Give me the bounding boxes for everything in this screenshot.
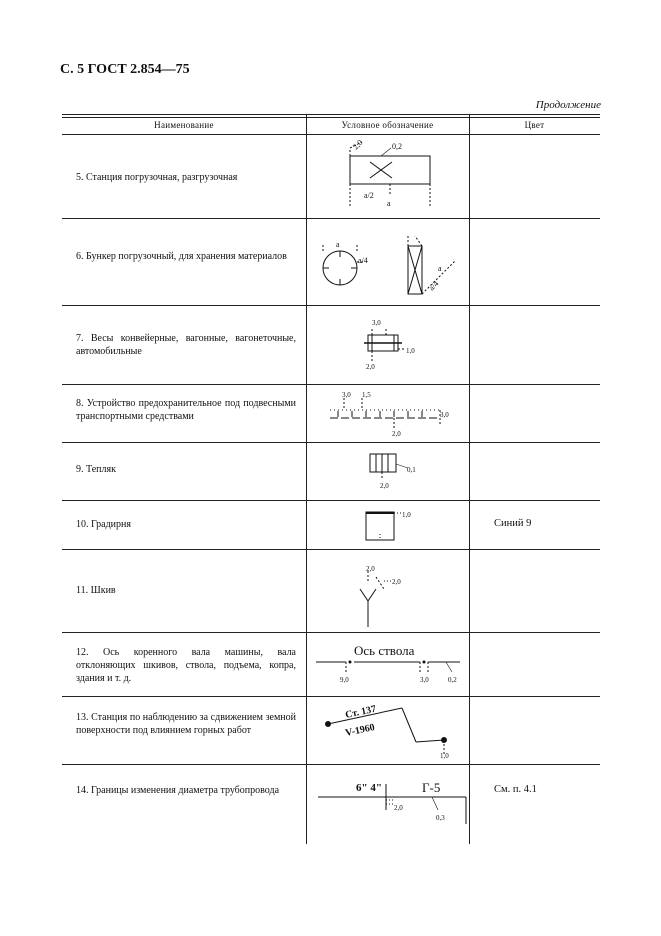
dimension-label: a/4: [358, 256, 368, 265]
dimension-label: a: [387, 199, 391, 208]
shaft-axis-symbol: [306, 632, 469, 696]
diameter-label: Г-5: [422, 780, 441, 795]
dimension-label: 1,5: [362, 391, 371, 399]
dimension-label: 1,0: [402, 511, 411, 519]
dimension-label: 3,0: [342, 391, 351, 399]
loading-station-symbol: [306, 134, 469, 218]
dimension-label: 0,1: [407, 466, 416, 474]
row-name: 10. Градирня: [76, 519, 131, 530]
dimension-label: 0,2: [392, 142, 402, 151]
dimension-label: 1,0: [406, 347, 415, 355]
dimension-label: a: [438, 264, 442, 273]
station-label: Ст. 137: [344, 703, 378, 721]
dimension-label: 2,0: [351, 137, 365, 152]
column-header-color: Цвет: [524, 120, 545, 130]
table-top-rule-2: [62, 117, 600, 118]
row-color: См. п. 4.1: [494, 784, 537, 795]
pulley-symbol: [306, 549, 469, 632]
pipe-diameter-boundary-symbol: [306, 764, 469, 844]
column-header-name: Наименование: [154, 120, 214, 130]
row-name: 9. Тепляк: [76, 464, 116, 475]
dimension-label: 2,0: [394, 804, 403, 812]
table-top-rule: [62, 114, 600, 115]
row-name: 12. Ось коренного вала машины, вала отклоняющих шкивов, ствола, подъема, копра, здания и т. д.: [76, 647, 296, 684]
dimension-label: a: [336, 240, 340, 249]
dimension-label: a/2: [364, 191, 374, 200]
dimension-label: 3,0: [372, 319, 381, 327]
dimension-label: 2,0: [366, 363, 375, 371]
heat-shelter-symbol: [306, 442, 469, 500]
row-name: 14. Границы изменения диаметра трубопровода: [76, 785, 280, 796]
page-header: С. 5 ГОСТ 2.854—75: [60, 62, 190, 77]
row-name: 8. Устройство предохранительное под подвесными транспортными средствами: [76, 398, 296, 422]
column-divider: [469, 114, 470, 844]
dimension-label: 3,0: [420, 676, 429, 684]
diameter-label: 6" 4": [356, 782, 382, 794]
scales-symbol: [306, 305, 469, 384]
column-header-symbol: Условное обозначение: [341, 120, 434, 130]
dimension-label: 0,2: [448, 676, 457, 684]
dimension-label: 2,0: [380, 482, 389, 490]
dimension-label: 1,0: [440, 752, 449, 760]
station-label: V-1960: [344, 721, 376, 739]
dimension-label: 9,0: [340, 676, 349, 684]
row-name: 7. Весы конвейерные, вагонные, вагонеточные, автомобильные: [76, 333, 296, 357]
continuation-label: Продолжение: [535, 99, 601, 111]
dimension-label: 2,0: [366, 565, 375, 573]
observation-station-symbol: [306, 696, 469, 764]
symbols-table: [62, 114, 600, 844]
bunker-symbol: [306, 218, 469, 305]
row-name: 6. Бункер погрузочный, для хранения материалов: [76, 251, 287, 262]
axis-label: Ось ствола: [354, 643, 415, 658]
dimension-label: 2,0: [392, 578, 401, 586]
dimension-label: a/4: [427, 279, 441, 293]
row-name: 5. Станция погрузочная, разгрузочная: [76, 172, 238, 183]
row-color: Синий 9: [494, 518, 532, 529]
row-name: 11. Шкив: [76, 585, 116, 596]
dimension-label: 2,0: [392, 430, 401, 438]
safety-device-symbol: [306, 384, 469, 442]
dimension-label: 3,0: [440, 411, 449, 419]
dimension-label: 0,3: [436, 814, 445, 822]
cooling-tower-symbol: [306, 500, 469, 549]
row-name: 13. Станция по наблюдению за сдвижением земной поверхности под влиянием горных работ: [76, 712, 296, 736]
